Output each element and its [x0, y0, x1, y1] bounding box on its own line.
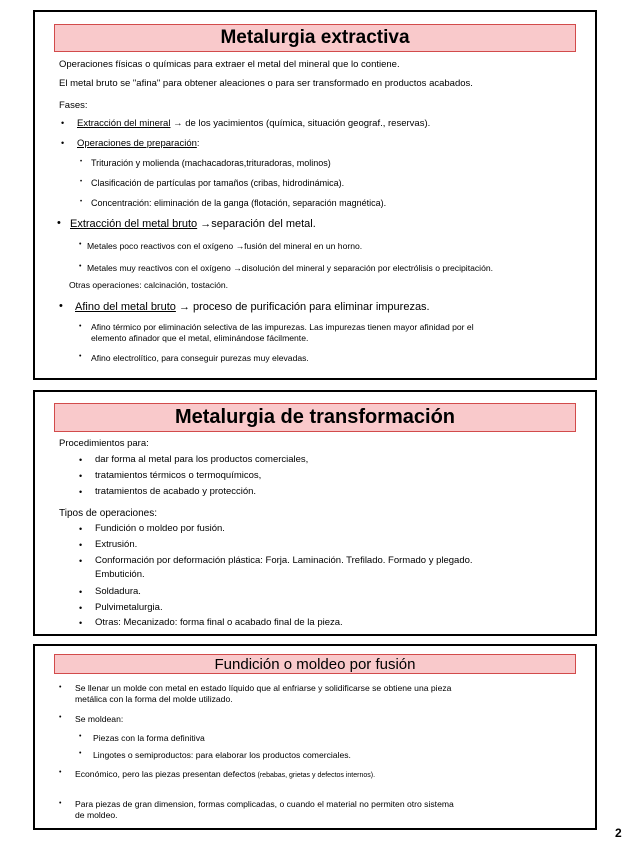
- slide-title: Fundición o moldeo por fusión: [54, 654, 576, 674]
- type-item: Extrusión.: [95, 539, 138, 550]
- bullet-icon: •: [59, 800, 62, 807]
- intro-line-1: Operaciones físicas o químicas para extraer el metal del mineral que lo contiene.: [59, 59, 400, 70]
- procedure-item: tratamientos térmicos o termoquímicos,: [95, 470, 262, 481]
- bullet-icon: •: [61, 118, 65, 128]
- phase-preparation: [77, 138, 200, 150]
- procedure-item: tratamientos de acabado y protección.: [95, 486, 257, 497]
- phase-extraction: [77, 118, 430, 130]
- refine-item: Afino térmico por eliminación selectiva de las impurezas. Las impurezas tienen mayor afinidad por el: [91, 322, 474, 332]
- metal-item: Metales poco reactivos con el oxígeno →fusión del mineral en un horno.: [87, 241, 363, 251]
- bullet-icon: •: [79, 587, 83, 597]
- bullet-icon: •: [79, 556, 83, 566]
- bullet-icon: •: [57, 217, 61, 229]
- sub-bullet-icon: •: [79, 241, 82, 248]
- phases-label: Fases:: [59, 100, 88, 111]
- slide-metalurgia-transformacion: [33, 390, 597, 636]
- bullet-icon: •: [79, 524, 83, 534]
- intro-line-2: El metal bruto se "afina" para obtener aleaciones o para ser transformado en productos acabados.: [59, 78, 473, 89]
- casting-item-main: Económico, pero las piezas presentan defectos: [75, 769, 256, 779]
- slide-metalurgia-extractiva: [33, 10, 597, 380]
- type-item: Conformación por deformación plástica: Forja. Laminación. Trefilado. Formado y plegado.: [95, 555, 473, 566]
- casting-item: metálica con la forma del molde utilizado.: [75, 694, 233, 704]
- type-item: Embutición.: [95, 569, 145, 580]
- page-number: 2: [615, 826, 622, 840]
- phase-metal-rest: →separación del metal.: [197, 218, 316, 230]
- slide-fundicion: [33, 644, 597, 830]
- bullet-icon: •: [79, 455, 83, 465]
- casting-subitem: Lingotes o semiproductos: para elaborar los productos comerciales.: [93, 750, 351, 760]
- type-item: Otras: Mecanizado: forma final o acabado final de la pieza.: [95, 617, 343, 628]
- phase-metal-extraction: [70, 217, 316, 231]
- sub-bullet-icon: •: [79, 263, 82, 270]
- casting-item-small: (rebabas, grietas y defectos internos).: [255, 772, 376, 779]
- other-operations: Otras operaciones: calcinación, tostación.: [69, 280, 229, 290]
- bullet-icon: •: [59, 684, 62, 691]
- sub-bullet-icon: •: [79, 750, 82, 757]
- bullet-icon: •: [59, 714, 62, 721]
- slide-title: Metalurgia de transformación: [54, 403, 576, 432]
- type-item: Soldadura.: [95, 586, 141, 597]
- casting-item: [75, 768, 375, 782]
- sub-bullet-icon: •: [80, 179, 83, 185]
- metal-item: Metales muy reactivos con el oxígeno →disolución del mineral y separación por electrólisis o precipitación.: [87, 263, 494, 273]
- casting-subitem: Piezas con la forma definitiva: [93, 733, 205, 743]
- phase-refining: [75, 300, 430, 314]
- bullet-icon: •: [59, 300, 63, 312]
- bullet-icon: •: [79, 618, 83, 628]
- type-item: Pulvimetalurgia.: [95, 602, 163, 613]
- sub-bullet-icon: •: [79, 323, 82, 330]
- bullet-icon: •: [59, 769, 62, 776]
- phase-extraction-head: Extracción del mineral: [77, 118, 171, 129]
- casting-item: de moldeo.: [75, 810, 118, 820]
- colon: :: [196, 138, 200, 149]
- phase-preparation-head: Operaciones de preparación: [77, 138, 197, 149]
- types-label: Tipos de operaciones:: [59, 508, 158, 519]
- sub-bullet-icon: •: [80, 199, 83, 205]
- bullet-icon: •: [61, 138, 65, 148]
- refine-item: Afino electrolítico, para conseguir purezas muy elevadas.: [91, 353, 309, 363]
- procedure-item: dar forma al metal para los productos comerciales,: [95, 454, 309, 465]
- type-item: Fundición o moldeo por fusión.: [95, 523, 225, 534]
- casting-item: Se llenar un molde con metal en estado líquido que al enfriarse y solidificarse se obtiene una pieza: [75, 683, 452, 693]
- sub-bullet-icon: •: [79, 733, 82, 740]
- bullet-icon: •: [79, 540, 83, 550]
- phase-refining-head: Afino del metal bruto: [75, 301, 176, 313]
- casting-item: Para piezas de gran dimension, formas complicadas, o cuando el material no permiten otro sistema: [75, 799, 454, 809]
- sub-bullet-icon: •: [80, 159, 83, 165]
- procedures-label: Procedimientos para:: [59, 438, 149, 449]
- phase-extraction-rest: → de los yacimientos (química, situación geograf., reservas).: [170, 118, 431, 129]
- phase-metal-head: Extracción del metal bruto: [70, 218, 198, 230]
- prep-item: Clasificación de partículas por tamaños (cribas, hidrodinámica).: [91, 178, 345, 188]
- phase-refining-rest: → proceso de purificación para eliminar impurezas.: [175, 301, 430, 313]
- sub-bullet-icon: •: [79, 353, 82, 360]
- refine-item: elemento afinador que el metal, eliminándose fácilmente.: [91, 333, 309, 343]
- prep-item: Trituración y molienda (machacadoras,trituradoras, molinos): [91, 158, 331, 168]
- slide-title: Metalurgia extractiva: [54, 24, 576, 52]
- bullet-icon: •: [79, 603, 83, 613]
- casting-item: Se moldean:: [75, 714, 124, 724]
- prep-item: Concentración: eliminación de la ganga (flotación, separación magnética).: [91, 198, 387, 208]
- bullet-icon: •: [79, 471, 83, 481]
- bullet-icon: •: [79, 487, 83, 497]
